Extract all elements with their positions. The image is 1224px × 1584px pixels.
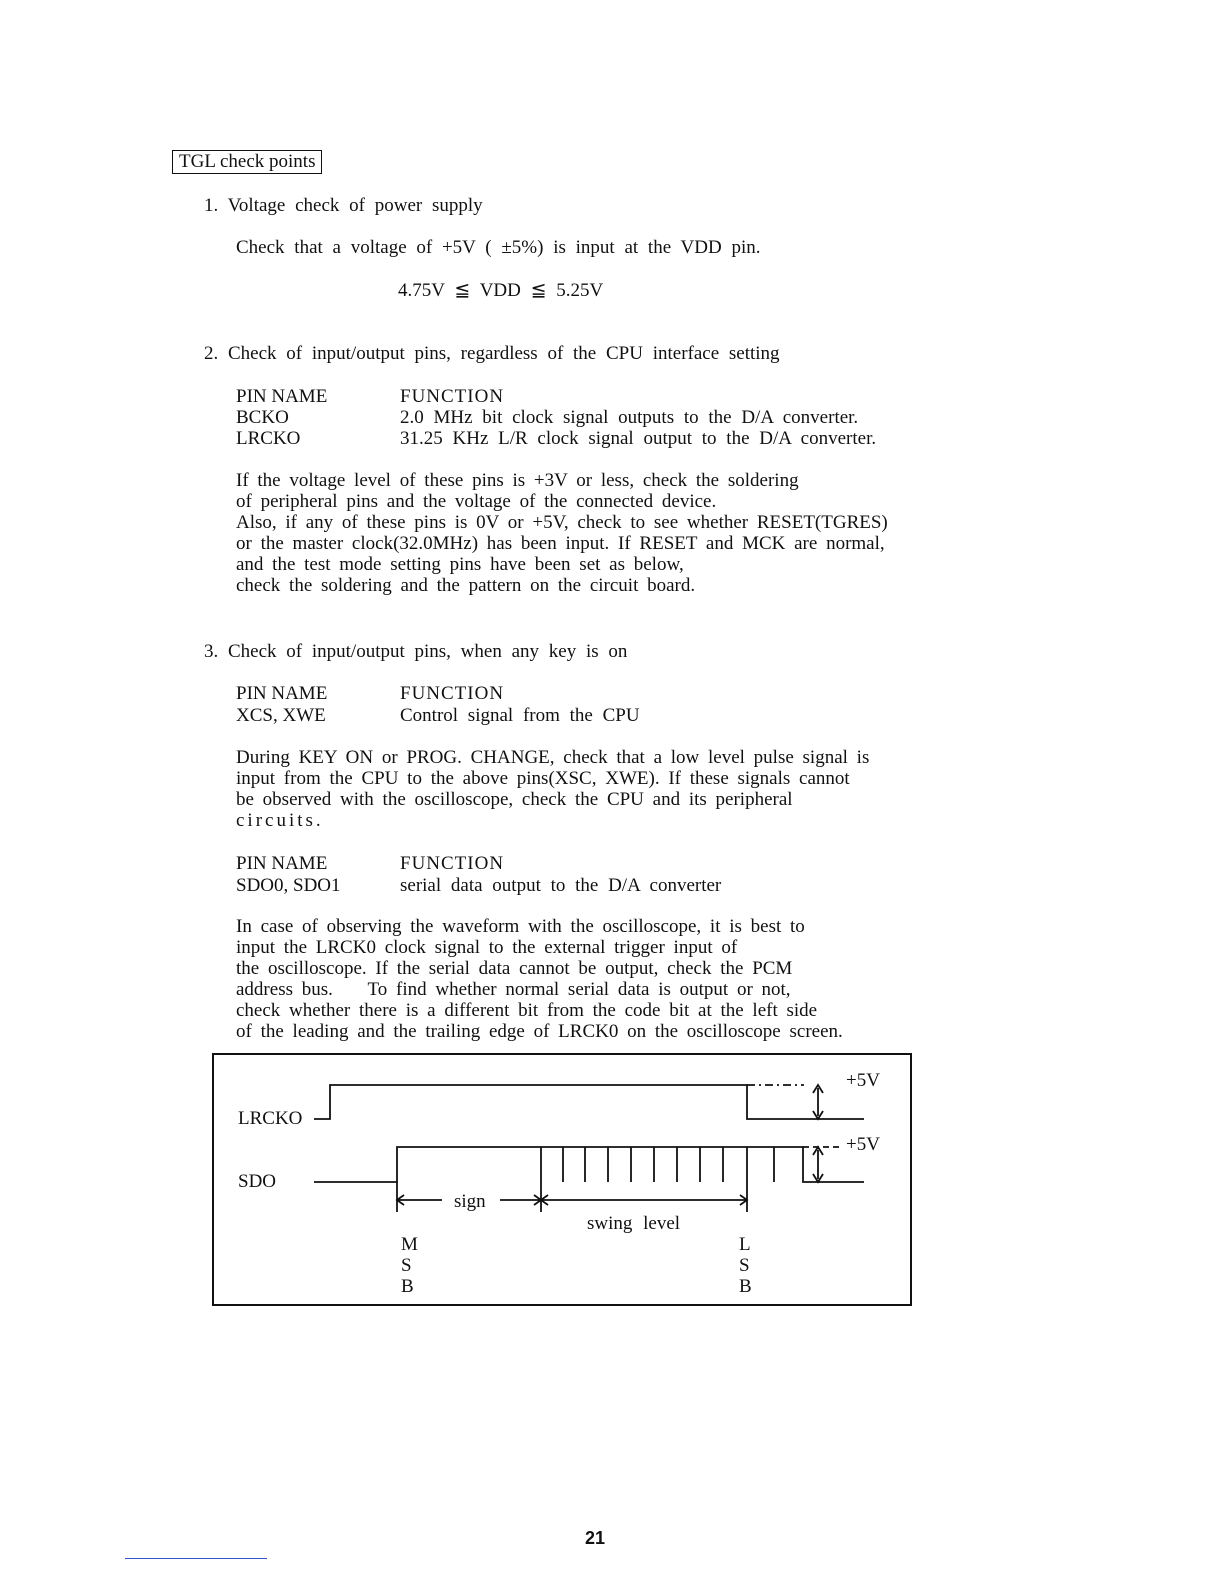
msb-letter: S: [401, 1255, 412, 1276]
pin-function: Control signal from the CPU: [400, 705, 640, 726]
lrcko-waveform: [314, 1085, 864, 1119]
lsb-letter: B: [739, 1276, 752, 1297]
msb-letter: B: [401, 1276, 414, 1297]
col-func-header: FUNCTION: [400, 386, 505, 407]
section1-text: Check that a voltage of +5V ( ±5%) is input at the VDD pin.: [236, 237, 761, 258]
section2-heading: 2. Check of input/output pins, regardless of the CPU interface setting: [204, 343, 780, 364]
pin-function: serial data output to the D/A converter: [400, 875, 722, 896]
paragraph-line: In case of observing the waveform with the oscilloscope, it is best to: [236, 916, 805, 937]
sign-dimension-left: [397, 1195, 442, 1205]
paragraph-line: If the voltage level of these pins is +3V or less, check the soldering: [236, 470, 799, 491]
timing-diagram: [212, 1053, 912, 1306]
swing-dimension: [541, 1195, 747, 1205]
footer-divider: [125, 1558, 267, 1559]
paragraph-line: of peripheral pins and the voltage of the connected device.: [236, 491, 717, 512]
pin-name: BCKO: [236, 407, 289, 428]
paragraph-line: input the LRCK0 clock signal to the external trigger input of: [236, 937, 738, 958]
swing-level-label: swing level: [587, 1213, 681, 1234]
sign-dimension-right: [500, 1195, 541, 1205]
lsb-letter: L: [739, 1234, 751, 1255]
col-pin-header: PIN NAME: [236, 853, 328, 874]
col-pin-header: PIN NAME: [236, 386, 328, 407]
col-func-header: FUNCTION: [400, 683, 505, 704]
voltage-label-sdo: +5V: [846, 1134, 880, 1155]
paragraph-line: address bus. To find whether normal serial data is output or not,: [236, 979, 791, 1000]
pin-function: 31.25 KHz L/R clock signal output to the D/A converter.: [400, 428, 877, 449]
paragraph-line: the oscilloscope. If the serial data cannot be output, check the PCM: [236, 958, 793, 979]
sign-label: sign: [454, 1191, 486, 1212]
paragraph-line: be observed with the oscilloscope, check the CPU and its peripheral: [236, 789, 793, 810]
paragraph-line: or the master clock(32.0MHz) has been input. If RESET and MCK are normal,: [236, 533, 885, 554]
col-func-header: FUNCTION: [400, 853, 505, 874]
msb-label: [401, 1234, 418, 1297]
paragraph-line: input from the CPU to the above pins(XSC, XWE). If these signals cannot: [236, 768, 850, 789]
section3-paragraph-1: [236, 747, 869, 831]
pin-name: XCS, XWE: [236, 705, 326, 726]
paragraph-line: check whether there is a different bit from the code bit at the left side: [236, 1000, 818, 1021]
voltage-label-lrcko: +5V: [846, 1070, 880, 1091]
section-title: TGL check points: [172, 150, 322, 174]
sdo-waveform: [314, 1147, 864, 1182]
msb-letter: M: [401, 1234, 418, 1255]
lsb-label: [739, 1234, 752, 1297]
paragraph-line: During KEY ON or PROG. CHANGE, check that a low level pulse signal is: [236, 747, 870, 768]
page-number: 21: [584, 1528, 606, 1548]
pin-name: LRCKO: [236, 428, 301, 449]
paragraph-line: Also, if any of these pins is 0V or +5V, check to see whether RESET(TGRES): [236, 512, 888, 533]
sdo-bit-lines: [541, 1147, 774, 1182]
section3-paragraph-2: [236, 916, 843, 1042]
paragraph-line: and the test mode setting pins have been set as below,: [236, 554, 684, 575]
lsb-letter: S: [739, 1255, 750, 1276]
section2-paragraph: [236, 470, 888, 596]
timing-diagram-svg: [214, 1055, 914, 1308]
paragraph-line: check the soldering and the pattern on the circuit board.: [236, 575, 696, 596]
lrcko-label: LRCKO: [238, 1108, 303, 1129]
pin-name: SDO0, SDO1: [236, 875, 341, 896]
paragraph-line: of the leading and the trailing edge of LRCK0 on the oscilloscope screen.: [236, 1021, 843, 1042]
paragraph-line: circuits.: [236, 810, 324, 831]
voltage-formula: 4.75V ≦ VDD ≦ 5.25V: [398, 280, 604, 301]
pin-function: 2.0 MHz bit clock signal outputs to the D/A converter.: [400, 407, 859, 428]
col-pin-header: PIN NAME: [236, 683, 328, 704]
sdo-label: SDO: [238, 1171, 277, 1192]
section3-heading: 3. Check of input/output pins, when any key is on: [204, 641, 628, 662]
section1-heading: 1. Voltage check of power supply: [204, 195, 483, 216]
